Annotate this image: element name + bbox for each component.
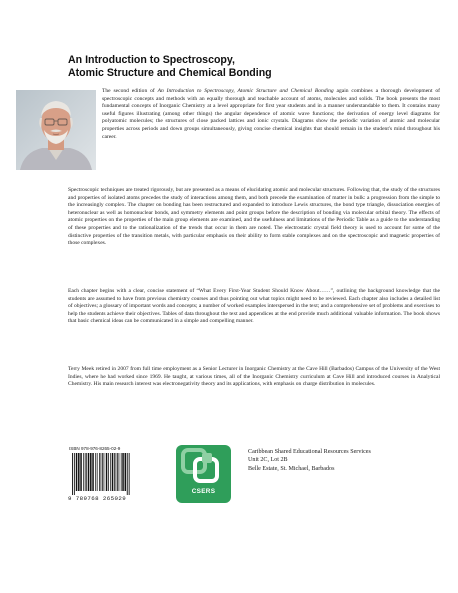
paragraph-1-text: again combines a thorough development of spectroscopic concepts and methods with an equally thorough and teachable account of atoms, molecules and solids. The book presents the most fundamental concepts of Inorganic Chemistry at a level appropriate for first year students and in a manner understandable to them. It contains many useful figures illustrating (among other things) the angular dependence of atomic wave functions; the derivation of energy level diagrams for polyatomic molecules; the structures of close packed lattices and ionic crystals. Diagrams show the periodic variation of atomic and molecular properties across periods and down groups simultaneously, giving concise chemical insights that should remain in the student's mind throughout his career. (102, 88, 440, 140)
barcode-bar (122, 453, 124, 491)
isbn-label: ISBN 978-976-8265-02-9 (69, 446, 121, 451)
barcode-bar (108, 453, 109, 491)
description-paragraph-2: Spectroscopic techniques are treated rigorously, but are presented as a means of elucidating atomic and molecular structures. Following that, the study of the structures and properties of isolated atoms precedes the study of interactions among them, and both precede the examination of matter in bulk: a progression from the simple to the increasingly complex. The chapter on bonding has been restructured and expanded to introduce Lewis structures, the bond type triangle, dissociation energies of heteronuclear as well as homonuclear bonds, and symmetry elements and point groups before the description of bonding via molecular orbital theory. The effects of atomic properties on the properties of the main group elements are examined, and the usefulness and limitations of the Periodic Table as a guide to the understanding of these properties and to the rationalization of the trends that occur in them are noted. The electrostatic crystal field theory is used to account for some of the distinctive properties of the transition metals, with particular emphasis on their ability to form stable complexes and on the spectroscopic and magnetic properties of those complexes. (68, 187, 440, 247)
isbn-barcode (68, 446, 163, 504)
barcode-guard-bar (127, 453, 128, 495)
barcode-bar (90, 453, 92, 491)
author-photo (16, 90, 96, 170)
paragraph-1-prefix: The second edition of (102, 88, 158, 94)
author-portrait-image (16, 90, 96, 170)
barcode-bars (68, 453, 163, 495)
title-line-1: An Introduction to Spectroscopy, (68, 54, 235, 66)
barcode-digits: 9 789768 265029 (68, 495, 127, 502)
publisher-unit: Unit 2C, Lot 2B (248, 457, 288, 464)
barcode-bar (76, 453, 78, 491)
publisher-address (248, 448, 371, 473)
paragraph-1-book-title: An Introduction to Spectroscopy, Atomic Structure and Chemical Bonding (157, 88, 334, 94)
barcode-bar (121, 453, 122, 491)
barcode-bar (86, 453, 87, 491)
barcode-bar (106, 453, 108, 491)
barcode-bar (80, 453, 82, 491)
barcode-bar (92, 453, 94, 491)
book-title (68, 54, 408, 80)
barcode-guard-bar (72, 453, 73, 495)
barcode-bar (125, 453, 127, 491)
barcode-bar (112, 453, 114, 491)
barcode-bar (88, 453, 90, 491)
publisher-name: Caribbean Shared Educational Resources Services (248, 449, 371, 455)
barcode-guard-bar (74, 453, 75, 495)
csers-logo (176, 445, 231, 503)
description-paragraph-1 (102, 88, 440, 141)
author-bio-paragraph: Terry Meek retired in 2007 from full time employment as a Senior Lecturer in Inorganic Chemistry at the Cave Hill (Barbados) Campus of the University of the West Indies, where he had worked since 1969. He taught, at various times, all of the Inorganic Chemistry curriculum at Cave Hill and introduced courses in Analytical Chemistry. His main research interest was electronegativity theory and its applications, with emphasis on charge distribution in molecules. (68, 366, 440, 388)
barcode-bar (78, 453, 80, 491)
barcode-bar (102, 453, 103, 491)
description-paragraph-3: Each chapter begins with a clear, concise statement of “What Every First-Year Student Should Know About……”, outlining the background knowledge that the students are assumed to have from previous chemistry courses and thus pointing out what topics might need to be reviewed. Each chapter also includes a detailed list of objectives; a glossary of important words and concepts; a number of worked examples interspersed in the text; and a comprehensive set of problems and exercises to help the students achieve their objectives. Tables of data throughout the text and appendices at the end provide much additional valuable information. The book shows that basic chemical ideas can be communicated in a simple and compelling manner. (68, 288, 440, 325)
publisher-location: Belle Estate, St. Michael, Barbados (248, 465, 335, 472)
logo-label: CSERS (191, 488, 216, 495)
title-line-2: Atomic Structure and Chemical Bonding (68, 67, 272, 79)
barcode-bar (116, 453, 117, 491)
barcode-bar (110, 453, 111, 491)
barcode-bar (101, 453, 102, 491)
barcode-bar (85, 453, 86, 491)
barcode-bar (97, 453, 98, 491)
barcode-bar (114, 453, 115, 491)
barcode-bar (95, 453, 96, 491)
barcode-bar (119, 453, 120, 491)
barcode-guard-bar (129, 453, 130, 495)
barcode-bar (117, 453, 118, 491)
barcode-bar (99, 453, 100, 491)
barcode-bar (83, 453, 84, 491)
barcode-bar (104, 453, 105, 491)
